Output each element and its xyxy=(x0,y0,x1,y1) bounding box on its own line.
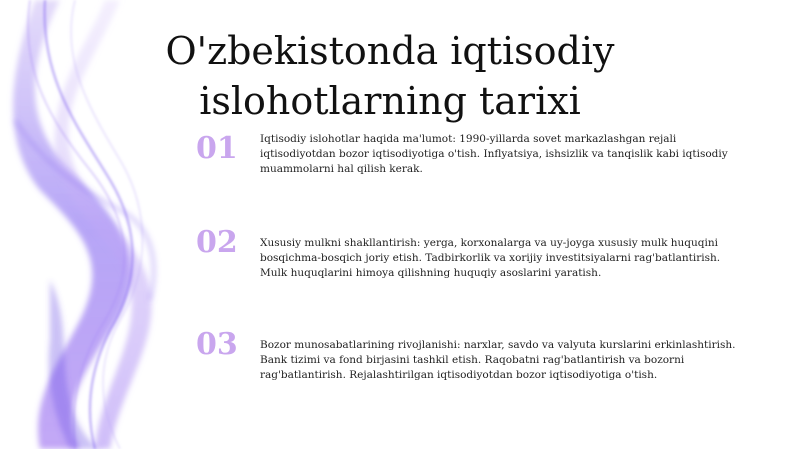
slide-title: O'zbekistonda iqtisodiy islohotlarning tarixi xyxy=(165,29,615,123)
item-number: 01 xyxy=(196,131,238,166)
item-text: Xususiy mulkni shakllantirish: yerga, korxonalarga va uy-joyga xususiy mulk huquqini bosqichma-bosqich joriy etish. Tadbirkorlik va xorijiy investitsiyalarni rag'batlantirish. Mulk huquqlarini himoya qilishning huquqiy asoslarini yaratish. xyxy=(260,237,721,279)
item-number: 03 xyxy=(196,327,238,362)
item-text: Iqtisodiy islohotlar haqida ma'lumot: 1990-yillarda sovet markazlashgan rejali iqtisodiyotdan bozor iqtisodiyotiga o'tish. Inflyatsiya, ishsizlik va tanqislik kabi iqtisodiy muammolarni hal qilish kerak. xyxy=(260,133,728,175)
item-number: 02 xyxy=(196,225,238,260)
item-text: Bozor munosabatlarining rivojlanishi: narxlar, savdo va valyuta kurslarini erkinlashtirish. Bank tizimi va fond birjasini tashkil etish. Raqobatni rag'batlantirish va bozorni rag'batlantirish. Rejalashtirilgan iqtisodiyotdan bozor iqtisodiyotiga o'tish. xyxy=(260,339,736,381)
